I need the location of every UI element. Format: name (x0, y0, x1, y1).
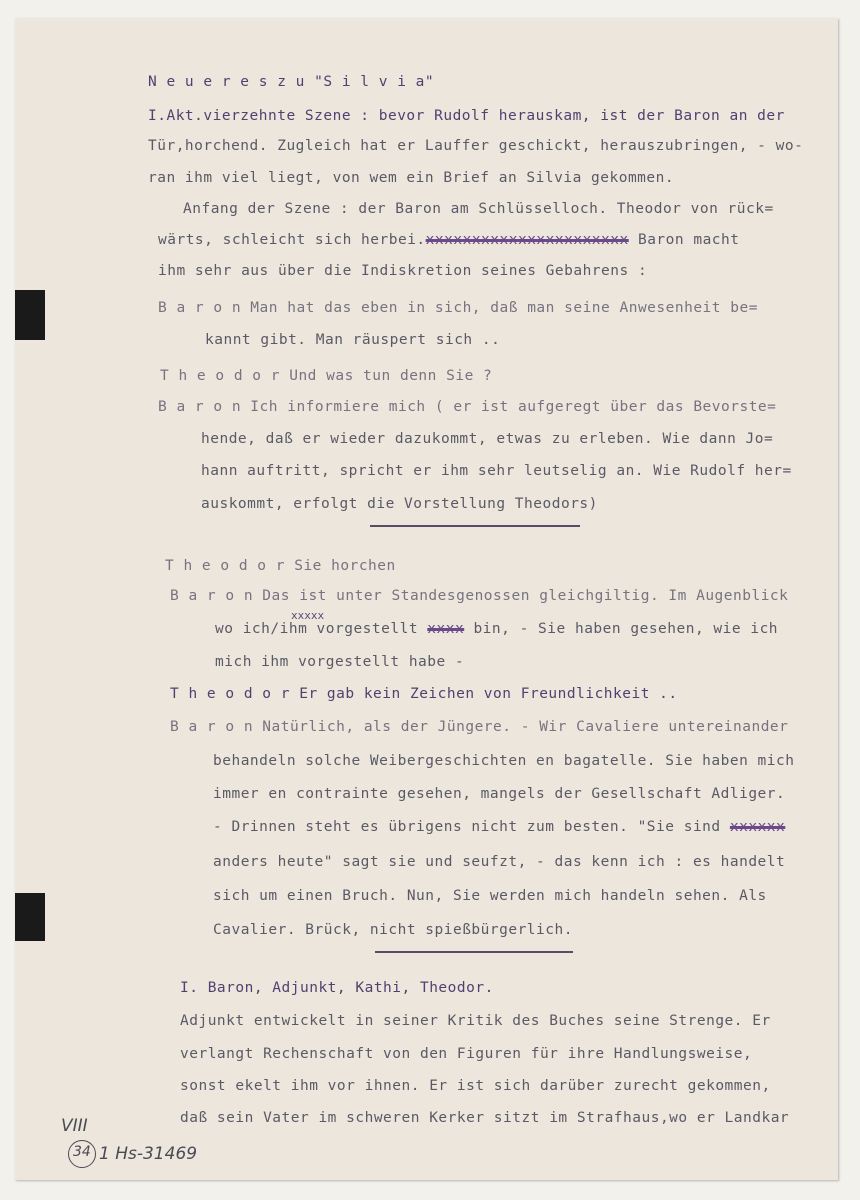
speaker-line: T h e o d o r Und was tun denn Sie ? (160, 368, 493, 384)
text-line: kannt gibt. Man räuspert sich .. (205, 332, 501, 348)
document-page (15, 18, 838, 1180)
heading: N e u e r e s z u "S i l v i a" (148, 74, 435, 90)
text-line: verlangt Rechenschaft von den Figuren für ihre Handlungsweise, (180, 1046, 753, 1062)
text-line: behandeln solche Weibergeschichten en bagatelle. Sie haben mich (213, 753, 795, 769)
struck-text: xxxxxx (729, 819, 786, 835)
scene-heading: I. Baron, Adjunkt, Kathi, Theodor. (180, 980, 494, 996)
text-line: sich um einen Bruch. Nun, Sie werden mich handeln sehen. Als (213, 888, 767, 904)
text-line (215, 621, 778, 637)
text-line: immer en contrainte gesehen, mangels der Gesellschaft Adliger. (213, 786, 786, 802)
text-segment: wo ich/ihm vorgestellt (215, 621, 419, 637)
text-segment: - Drinnen steht es übrigens nicht zum besten. "Sie sind (213, 819, 721, 835)
speaker-line: B a r o n Das ist unter Standesgenossen gleichgiltig. Im Augenblick (170, 588, 789, 604)
handwritten-correction: xxxxx (291, 609, 325, 622)
separator-rule (370, 525, 580, 527)
text-line: Cavalier. Brück, nicht spießbürgerlich. (213, 922, 573, 938)
text-line: ran ihm viel liegt, von wem ein Brief an Silvia gekommen. (148, 170, 675, 186)
speaker-line: T h e o d o r Er gab kein Zeichen von Freundlichkeit .. (170, 686, 678, 702)
text-line: daß sein Vater im schweren Kerker sitzt im Strafhaus,wo er Landkar (180, 1110, 790, 1126)
speaker-line: B a r o n Man hat das eben in sich, daß man seine Anwesenheit be= (158, 300, 758, 316)
text-line: Tür,horchend. Zugleich hat er Lauffer geschickt, herauszubringen, - wo- (148, 138, 804, 154)
speaker-line: B a r o n Natürlich, als der Jüngere. - Wir Cavaliere untereinander (170, 719, 789, 735)
folio-number: 34 (73, 1144, 91, 1160)
text-line: ihm sehr aus über die Indiskretion seines Gebahrens : (158, 263, 648, 279)
speaker-line: B a r o n Ich informiere mich ( er ist aufgeregt über das Bevorste= (158, 399, 777, 415)
text-segment: wärts, schleicht sich herbei. (158, 232, 426, 248)
text-line: hann auftritt, spricht er ihm sehr leutselig an. Wie Rudolf her= (201, 463, 792, 479)
text-line (213, 819, 785, 835)
text-line: I.Akt.vierzehnte Szene : bevor Rudolf herauskam, ist der Baron an der (148, 108, 785, 124)
text-line (158, 232, 740, 248)
struck-text: xxxx (427, 621, 465, 637)
binding-hole-mark (15, 290, 45, 340)
text-line: hende, daß er wieder dazukommt, etwas zu erleben. Wie dann Jo= (201, 431, 774, 447)
speaker-line: T h e o d o r Sie horchen (165, 558, 396, 574)
text-segment: bin, - Sie haben gesehen, wie ich (464, 621, 779, 637)
text-line: Anfang der Szene : der Baron am Schlüsselloch. Theodor von rück= (183, 201, 774, 217)
text-line: sonst ekelt ihm vor ihnen. Er ist sich darüber zurecht gekommen, (180, 1078, 771, 1094)
struck-text: xxxxxxxxxxxxxxxxxxxxxx (425, 232, 629, 248)
text-line: mich ihm vorgestellt habe - (215, 654, 465, 670)
archive-signature: 1 Hs-31469 (99, 1144, 198, 1164)
text-line: anders heute" sagt sie und seufzt, - das kenn ich : es handelt (213, 854, 786, 870)
text-line: auskommt, erfolgt die Vorstellung Theodors) (201, 496, 598, 512)
shelfmark-annotation: VIII (61, 1116, 88, 1136)
text-line: Adjunkt entwickelt in seiner Kritik des Buches seine Strenge. Er (180, 1013, 771, 1029)
binding-hole-mark (15, 893, 45, 941)
text-segment: Baron macht (628, 232, 740, 248)
separator-rule (375, 951, 573, 953)
